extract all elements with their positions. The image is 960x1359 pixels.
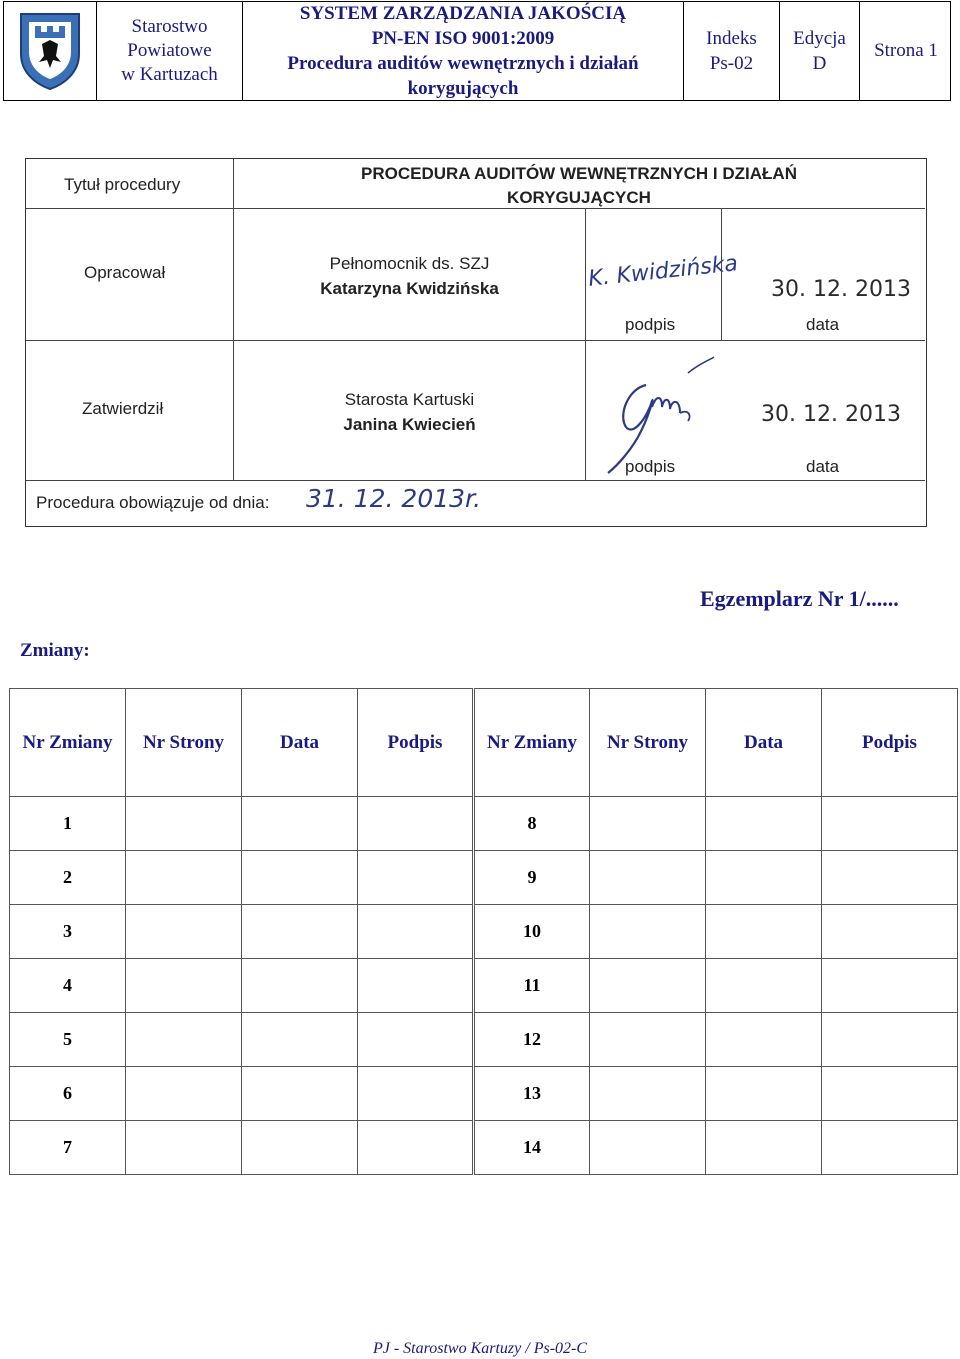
- approved-label: Zatwierdził: [82, 399, 164, 418]
- prepared-signature: K. Kwidzińska: [587, 251, 740, 292]
- table-row: [10, 797, 958, 851]
- table-row: [10, 1067, 958, 1121]
- signature-cell: [822, 905, 958, 959]
- change-number: 13: [474, 1067, 590, 1121]
- approved-date: 30. 12. 2013: [761, 402, 901, 427]
- edition-label: Edycja: [793, 28, 846, 49]
- column-header: Podpis: [358, 689, 474, 797]
- divider: [585, 208, 586, 480]
- index-value: Ps-02: [709, 53, 754, 74]
- change-number: 3: [10, 905, 126, 959]
- column-header: Podpis: [822, 689, 958, 797]
- date-cell: [242, 1067, 358, 1121]
- date-cell: [706, 1121, 822, 1175]
- change-number: 5: [10, 1013, 126, 1067]
- date-cell: [242, 797, 358, 851]
- organization-name: [97, 2, 243, 100]
- index-cell: [684, 2, 780, 100]
- change-number: 4: [10, 959, 126, 1013]
- signature-cell: [822, 851, 958, 905]
- copy-number: Egzemplarz Nr 1/......: [700, 586, 899, 611]
- change-number: 7: [10, 1121, 126, 1175]
- date-cell: [242, 1121, 358, 1175]
- table-header-row: [10, 689, 958, 797]
- table-row: [10, 1013, 958, 1067]
- coat-of-arms-logo: [15, 10, 85, 92]
- change-number: 2: [10, 851, 126, 905]
- document-header: [3, 1, 951, 101]
- podpis-label: podpis: [625, 315, 676, 334]
- change-number: 10: [474, 905, 590, 959]
- date-cell: [706, 797, 822, 851]
- prepared-date: 30. 12. 2013: [771, 277, 911, 302]
- page-number-cell: [126, 1121, 242, 1175]
- signature-cell: [358, 797, 474, 851]
- table-row: [10, 959, 958, 1013]
- edition-cell: [780, 2, 860, 100]
- procedure-line: korygujących: [407, 78, 519, 99]
- page-number-cell: [590, 905, 706, 959]
- effective-date: 31. 12. 2013r.: [306, 484, 481, 513]
- divider: [26, 480, 925, 481]
- signature-cell: [822, 797, 958, 851]
- procedure-title-line: KORYGUJĄCYCH: [507, 188, 651, 207]
- approved-role: Starosta Kartuski: [344, 390, 475, 409]
- prepared-name: Katarzyna Kwidzińska: [320, 279, 499, 298]
- title-label: Tytuł procedury: [64, 175, 181, 194]
- column-header: Data: [242, 689, 358, 797]
- changes-heading: Zmiany:: [20, 640, 90, 661]
- approved-by: [234, 387, 585, 437]
- page-number-cell: [126, 905, 242, 959]
- column-header: Nr Strony: [590, 689, 706, 797]
- page-number-cell: [126, 797, 242, 851]
- signature-cell: [822, 1121, 958, 1175]
- date-cell: [242, 959, 358, 1013]
- data-label: data: [806, 457, 840, 476]
- changes-table: [9, 688, 958, 1175]
- page-number-cell: [860, 2, 952, 100]
- procedure-title-line: PROCEDURA AUDITÓW WEWNĘTRZNYCH I DZIAŁAŃ: [361, 164, 797, 183]
- column-header: Nr Zmiany: [474, 689, 590, 797]
- date-cell: [242, 905, 358, 959]
- procedure-title: [234, 162, 924, 210]
- table-row: [10, 1121, 958, 1175]
- signature-cell: [358, 1067, 474, 1121]
- page-number-cell: [126, 1067, 242, 1121]
- change-number: 8: [474, 797, 590, 851]
- effective-label: Procedura obowiązuje od dnia:: [36, 493, 270, 512]
- prepared-label: Opracował: [84, 263, 166, 282]
- signature-cell: [358, 905, 474, 959]
- data-label: data: [806, 315, 840, 334]
- signature-cell: [358, 851, 474, 905]
- page-number-cell: [126, 851, 242, 905]
- signature-cell: [822, 1067, 958, 1121]
- change-number: 11: [474, 959, 590, 1013]
- org-line: Powiatowe: [127, 40, 212, 61]
- table-row: [10, 851, 958, 905]
- index-label: Indeks: [706, 28, 757, 49]
- date-cell: [706, 905, 822, 959]
- page-number-cell: [126, 1013, 242, 1067]
- approval-block: [25, 158, 927, 527]
- podpis-label: podpis: [625, 457, 676, 476]
- approved-name: Janina Kwiecień: [343, 415, 476, 434]
- page-number-cell: [590, 1067, 706, 1121]
- signature-cell: [822, 959, 958, 1013]
- page-number-cell: [590, 1013, 706, 1067]
- signature-cell: [358, 959, 474, 1013]
- change-number: 14: [474, 1121, 590, 1175]
- change-number: 12: [474, 1013, 590, 1067]
- column-header: Data: [706, 689, 822, 797]
- org-line: Starostwo: [131, 16, 208, 37]
- page-label: Strona 1: [874, 40, 938, 61]
- page-number-cell: [590, 851, 706, 905]
- page-number-cell: [126, 959, 242, 1013]
- date-cell: [706, 1067, 822, 1121]
- system-title: [243, 2, 684, 100]
- standard-line: PN-EN ISO 9001:2009: [371, 28, 555, 49]
- page-number-cell: [590, 797, 706, 851]
- signature-cell: [822, 1013, 958, 1067]
- table-row: [10, 905, 958, 959]
- logo-cell: [4, 2, 97, 100]
- org-line: w Kartuzach: [121, 64, 218, 85]
- date-cell: [706, 1013, 822, 1067]
- page-footer: PJ - Starostwo Kartuzy / Ps-02-C: [372, 1340, 588, 1357]
- system-title-line: SYSTEM ZARZĄDZANIA JAKOŚCIĄ: [299, 3, 627, 24]
- change-number: 1: [10, 797, 126, 851]
- procedure-line: Procedura auditów wewnętrznych i działań: [287, 53, 639, 74]
- signature-cell: [358, 1013, 474, 1067]
- edition-value: D: [812, 53, 827, 74]
- divider: [26, 340, 925, 341]
- column-header: Nr Zmiany: [10, 689, 126, 797]
- prepared-role: Pełnomocnik ds. SZJ: [329, 254, 490, 273]
- page-number-cell: [590, 959, 706, 1013]
- date-cell: [242, 1013, 358, 1067]
- prepared-by: [234, 251, 585, 301]
- date-cell: [242, 851, 358, 905]
- signature-cell: [358, 1121, 474, 1175]
- date-cell: [706, 851, 822, 905]
- column-header: Nr Strony: [126, 689, 242, 797]
- change-number: 9: [474, 851, 590, 905]
- page-number-cell: [590, 1121, 706, 1175]
- date-cell: [706, 959, 822, 1013]
- change-number: 6: [10, 1067, 126, 1121]
